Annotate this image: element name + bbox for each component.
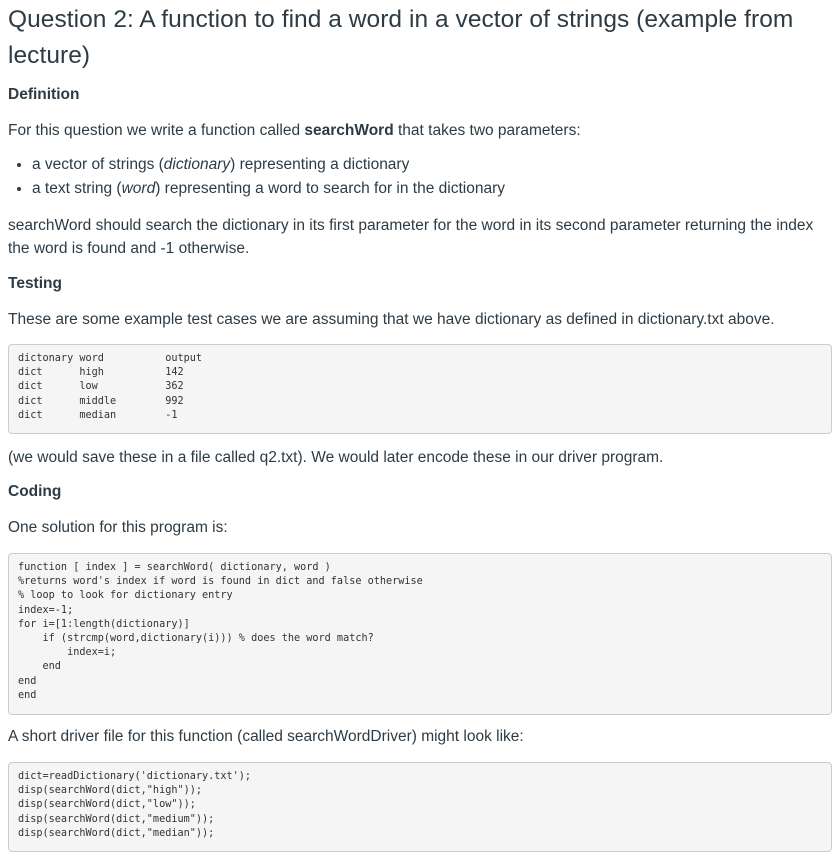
list-item: • a vector of strings (dictionary) representing a dictionary — [32, 153, 832, 177]
test-cases-block: dictonary word output dict high 142 dict low 362 dict middle 992 dict median -1 — [8, 344, 832, 434]
parameter-list — [8, 153, 832, 201]
driver-code-block: dict=readDictionary('dictionary.txt'); disp(searchWord(dict,"high")); disp(searchWord(dict,"low")); disp(searchWord(dict,"medium")); disp(searchWord(dict,"median")); — [8, 762, 832, 852]
coding-heading: Coding — [8, 483, 62, 500]
function-code-block: function [ index ] = searchWord( dictionary, word ) %returns word's index if word is found in dict and false otherwise % loop to look for dictionary entry index=-1; for i=[1:length(dictionary)] if (strcmp(word,dictionary(i))) % does the word match? index=i; end end end — [8, 553, 832, 715]
page-title-line2: lecture) — [8, 42, 91, 69]
testing-intro: These are some example test cases we are assuming that we have dictionary as defined in dictionary.txt above. — [8, 311, 775, 328]
list-item: • a text string (word) representing a word to search for in the dictionary — [32, 177, 832, 201]
definition-heading: Definition — [8, 86, 80, 103]
testing-note: (we would save these in a file called q2.txt). We would later encode these in our driver program. — [8, 449, 664, 466]
definition-description: searchWord should search the dictionary in its first parameter for the word in its second parameter returning the index the word is found and -1 otherwise. — [8, 217, 814, 257]
function-name: searchWord — [304, 122, 394, 139]
testing-heading: Testing — [8, 275, 62, 292]
page-title-line1: Question 2: A function to find a word in a vector of strings (example from — [8, 6, 794, 33]
page-title — [8, 0, 828, 74]
coding-intro: One solution for this program is: — [8, 519, 228, 536]
driver-intro: A short driver file for this function (called searchWordDriver) might look like: — [8, 728, 524, 745]
definition-intro: For this question we write a function called searchWord that takes two parameters: — [8, 122, 581, 139]
